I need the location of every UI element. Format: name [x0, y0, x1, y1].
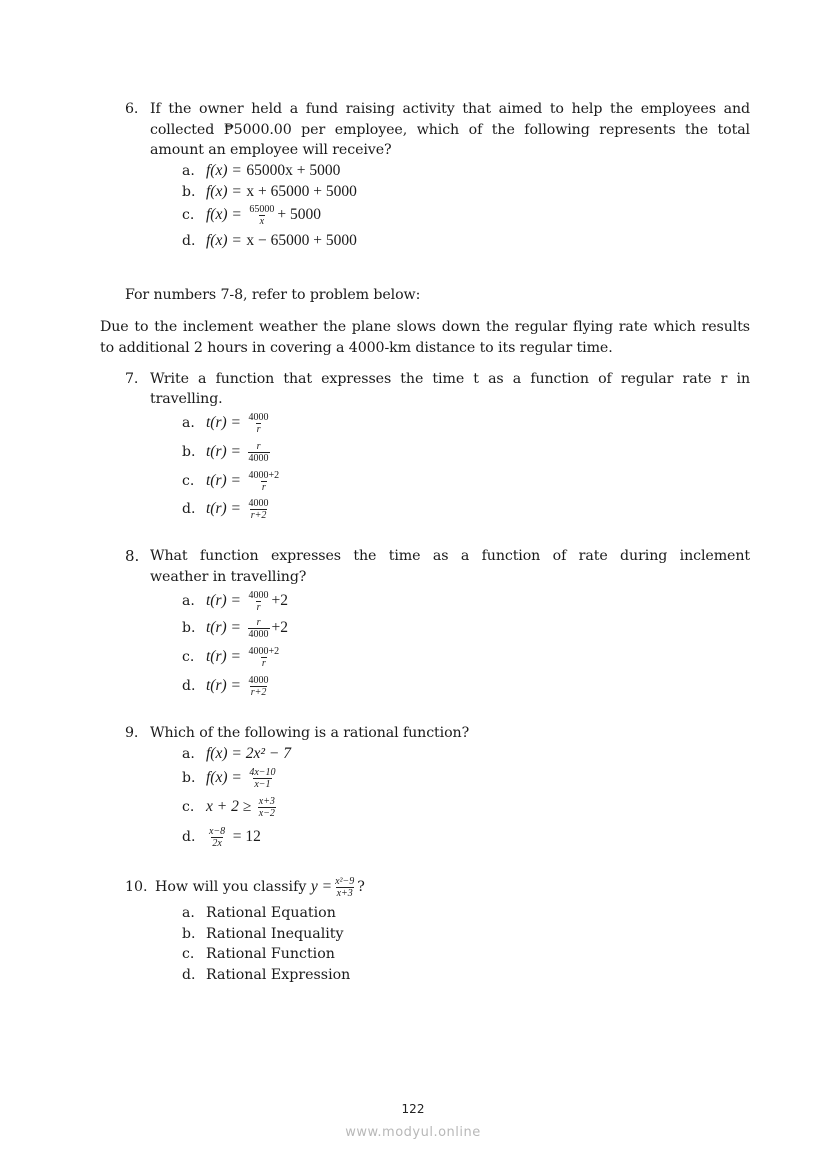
option-b[interactable]: b. t(r) = $\frac{r}{4000}$ +2	[182, 616, 289, 640]
option-a[interactable]: a. t(r) = $\frac{4000}{r}$	[182, 411, 269, 435]
option-b[interactable]: b. f(x) = $\frac{4x-10}{x-1}$	[182, 766, 276, 790]
problem-text-line: to additional 2 hours in covering a 4000-km distance to its regular time.	[100, 340, 613, 356]
option-c[interactable]: c. t(r) = $\frac{4000+2}{r}$	[182, 469, 280, 493]
option-c[interactable]: c. t(r) = $\frac{4000+2}{r}$	[182, 645, 280, 669]
option-d[interactable]: d. t(r) = $\frac{4000}{r+2}$	[182, 497, 269, 521]
fraction: $\frac{x+3}{x-2}$	[258, 795, 275, 819]
question-number: 6.	[125, 101, 139, 117]
fraction: $\frac{x-8}{2x}$	[209, 825, 226, 849]
fraction: $\frac{4000}{r}$	[248, 411, 269, 435]
fraction: $\frac{65000}{x}$	[249, 203, 275, 227]
fraction: $\frac{4000}{r+2}$	[248, 497, 269, 521]
option-c[interactable]: c. Rational Function	[182, 946, 335, 962]
question-number: 7.	[125, 371, 139, 387]
option-a[interactable]: a. t(r) = $\frac{4000}{r}$ +2	[182, 589, 289, 613]
option-a[interactable]: a. f(x) = 65000x + 5000	[182, 162, 341, 179]
fraction: $\frac{\text{x²−9}}{x+3}$	[335, 875, 355, 899]
question-text-line: amount an employee will receive?	[150, 142, 392, 158]
option-c[interactable]: c. x + 2 ≥ $\frac{x+3}{x-2}$	[182, 795, 275, 819]
watermark: www.modyul.online	[345, 1125, 481, 1140]
question-text-line: Write a function that expresses the time t as a function of regular rate r in	[150, 371, 750, 387]
question-text-line: What function expresses the time as a function of rate during inclement	[150, 548, 750, 564]
question-text-line: collected ₱5000.00 per employee, which of the following represents the total	[150, 121, 750, 138]
fraction: $\frac{4x-10}{x-1}$	[249, 766, 276, 790]
page-number: 122	[401, 1102, 425, 1116]
fraction: $\frac{4000}{r}$	[248, 589, 269, 613]
option-c[interactable]: c. f(x) = $\frac{65000}{x}$ + 5000	[182, 203, 321, 227]
question-text-line: If the owner held a fund raising activity that aimed to help the employees and	[150, 101, 750, 117]
option-d[interactable]: d. Rational Expression	[182, 966, 351, 983]
fraction: $\frac{4000+2}{r}$	[248, 645, 280, 669]
fraction: $\frac{r}{4000}$	[248, 616, 269, 640]
question-text: 10. How will you classify y = $\frac{\text{x²−9}}{x+3}$ ?	[125, 875, 365, 899]
option-d[interactable]: d. $\frac{x-8}{2x}$ = 12	[182, 825, 261, 849]
question-number: 9.	[125, 725, 139, 741]
option-d[interactable]: d. t(r) = $\frac{4000}{r+2}$	[182, 674, 269, 698]
question-number: 8.	[125, 547, 140, 565]
fraction: $\frac{r}{4000}$	[248, 440, 269, 464]
option-a[interactable]: a. Rational Equation	[182, 905, 336, 921]
question-text: Which of the following is a rational function?	[150, 725, 470, 741]
question-text-line: weather in travelling?	[150, 569, 307, 585]
option-b[interactable]: b. Rational Inequality	[182, 925, 344, 942]
option-b[interactable]: b. f(x) = x + 65000 + 5000	[182, 183, 357, 200]
question-text-line: travelling.	[150, 391, 223, 407]
option-b[interactable]: b. t(r) = $\frac{r}{4000}$	[182, 440, 269, 464]
fraction: $\frac{4000+2}{r}$	[248, 469, 280, 493]
fraction: $\frac{4000}{r+2}$	[248, 674, 269, 698]
problem-text-line: Due to the inclement weather the plane slows down the regular flying rate which results	[100, 319, 750, 335]
option-a[interactable]: a. f(x) = 2x² − 7	[182, 745, 291, 762]
option-d[interactable]: d. f(x) = x − 65000 + 5000	[182, 232, 357, 249]
section-intro: For numbers 7-8, refer to problem below:	[125, 287, 421, 303]
